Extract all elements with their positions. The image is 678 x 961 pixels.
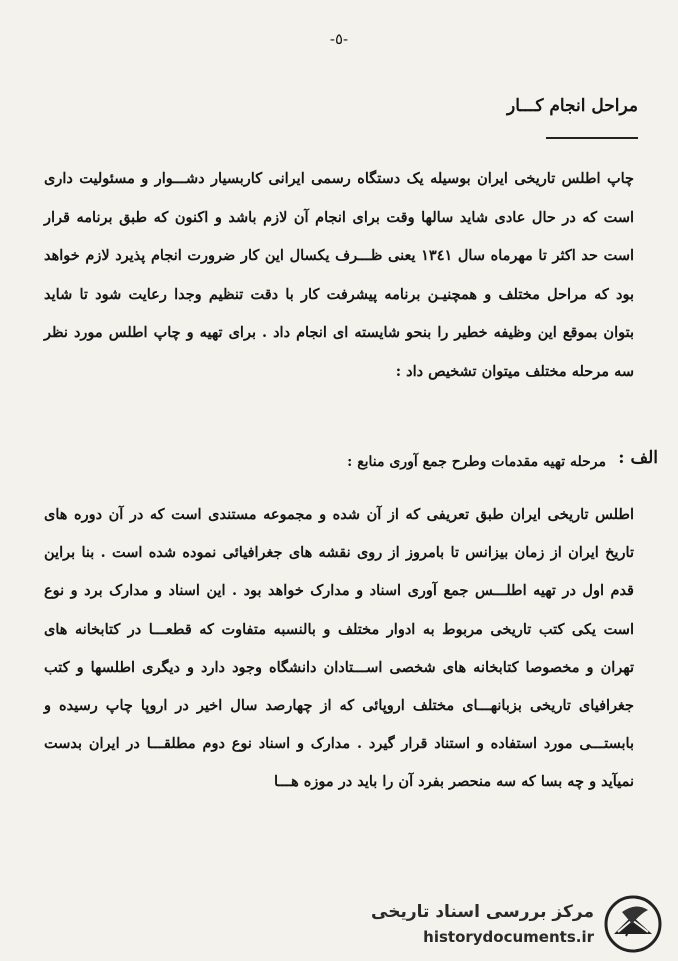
section-title: مرحله تهیه مقدمات وطرح جمع آوری منابع : — [347, 454, 606, 470]
section-heading: مراحل انجام کـــار — [507, 96, 638, 116]
intro-paragraph: چاپ اطلس تاریخی ایران بوسیله یک دستگاه رسمی ایرانی کاربسیار دشـــوار و مسئولیت داری است که در حال عادی شاید سالها وقت برای انجام آن لازم باشد و اکنون که طبق برنامه قرار است حد اکثر تا مهرماه سال ۱۳٤۱ یعنی ظـــرف یکسال این کار ضرورت انجام پذیرد لازم خواهد بود که مراحل مختلف و همچنیـن برنامه پیشرفت کار با دقت تنظیم وجدا رعایت شود تا شاید بتوان بموقع این وظیفه خطیر را بنحو شایسته ای انجام داد . برای تهیه و چاپ اطلس مورد نظر سه مرحله مختلف میتوان تشخیص داد : — [44, 170, 634, 380]
watermark — [371, 892, 670, 956]
watermark-url: historydocuments.ir — [423, 928, 594, 946]
heading-underline — [546, 137, 638, 139]
book-quill-logo-icon — [602, 894, 664, 954]
body-paragraph: اطلس تاریخی ایران طبق تعریفی که از آن شده و مجموعه مستندی است که در آن دوره های تاریخ ایران از زمان بیزانس تا بامروز از روی نقشه های جغرافیائی نموده شده است . بنا براین قدم اول در تهیه اطلـــس جمع آوری اسناد و مدارک خواهد بود . این اسناد و مدارک برد و نوع است یکی کتب تاریخی مربوط به ادوار مختلف و بالنسبه متفاوت که قطعـــا در کتابخانه های تهران و مخصوصا کتابخانه های شخصی اســـتادان دانشگاه وجود دارد و دیگری اطلسها و کتب جغرافیای تاریخی بزبانهـــای مختلف اروپائی که از چهارصد سال اخیر در اروپا چاپ رسیده و بابستـــی مورد استفاده و استناد قرار گیرد . مدارک و اسناد نوع دوم مطلقـــا در ایران بدست نمیآید و چه بسا که سه منحصر بفرد آن را باید در موزه هـــا — [44, 506, 634, 791]
section-label: الف : — [618, 448, 658, 468]
watermark-title: مرکز بررسی اسناد تاریخی — [371, 902, 594, 922]
page-number: -٥- — [329, 30, 349, 48]
